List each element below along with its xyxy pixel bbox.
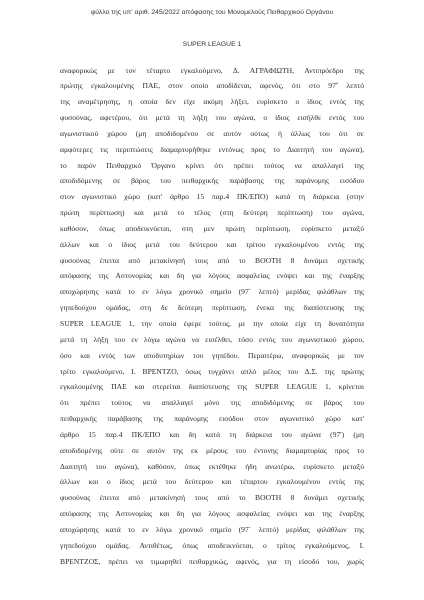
body-line: όσο και εντός των αποδυτηρίων του γηπέδου. Περαιτέρω, αναφορικώς με τον (60, 350, 364, 360)
page-subheader: SUPER LEAGUE 1 (182, 41, 242, 48)
body-line: τρίτο εγκαλούμενο, Ι. ΒΡΕΝΤΖΟ, όσως τυγχάνει απλό μέλος του Δ.Σ. της πρώτης (60, 366, 364, 376)
body-line: άρθρο 15 παρ.4 ΠΚ/ΕΠΟ και δη κατά τη διάρκεια του αγώνα (97') (μη (60, 429, 364, 439)
body-line: στον αγωνιστικό χώρο (κατ' άρθρο 15 παρ.4 ΠΚ/ΕΠΟ) κατά τη διάρκεια (στην (60, 192, 364, 202)
document-body (60, 63, 364, 570)
body-line: φυσούνας έπειτα από μετακίνησή τους από το BOOTH 8 δυνάμει σχετικής (60, 255, 364, 265)
body-line: άλλων και ο ίδιος μετά του δεύτερου και τρίτου εγκαλουμένου εντός της (60, 239, 364, 249)
body-line: φυσούνας έπειτα από μετακίνησή τους από το BOOTH 8 δυνάμει σχετικής (60, 493, 364, 503)
body-line: αναφορικώς με τον τέταρτο εγκαλούμενο, Δ. ΑΓΡΑΦΙΩΤΗ, Αντιπρόεδρο της (60, 65, 364, 75)
body-line: μετά τη λήξη του εν λόγω αγώνα να εισέλθει, τόσο εντός του αγωνιστικού χώρου, (60, 334, 364, 344)
body-line: αποδιδομένης ούτε σε αυτόν της εκ μέρους του έντονης διαμαρτυρίας προς το (60, 445, 364, 455)
body-line: αποχώρησης κατά το εν λόγω χρονικό σημείο (97΄ λεπτό) μερίδας φιλάθλων της (60, 287, 364, 297)
body-line: εγκαλουμένης ΠΑΕ και στερείται διαπίστευσης της SUPER LEAGUE 1, κρίνεται (60, 382, 364, 392)
body-line: αποχώρησης κατά το εν λόγω χρονικό σημείο (97΄ λεπτό) μερίδας φιλάθλων της (60, 524, 364, 534)
body-line: της αναμέτρησης, η οποία δεν είχε ακόμη λήξει, ευρίσκετο ο ίδιος εντός της (60, 97, 364, 107)
body-line: το παρόν Πειθαρχικό Όργανο κρίνει ότι πρέπει τούτος να απαλλαγεί της (60, 160, 364, 170)
body-line: απόφασης της Αστυνομίας και δη για λόγους ασφαλείας ενόψει και της έναρξης (60, 509, 364, 519)
body-line: γηπεδούχου ομάδας. Αντιθέτως, όπως αποδεικνύεται, ο τρίτος εγκαλούμενος, Ι. (60, 540, 364, 550)
body-line: αμφότερες τις περιπτώσεις διαμαρτυρήθηκε εντόνως προς το Διαιτητή του αγώνα), (60, 144, 364, 154)
body-line: ότι πρέπει τούτος να απαλλαγεί μόνο της αποδιδόμενης σε βάρος του (60, 398, 364, 408)
body-line: άλλων και ο ίδιος μετά του δεύτερου και τέταρτου εγκαλουμένου εντός της (60, 477, 364, 487)
body-line (60, 78, 364, 94)
body-line-tail: λεπτό (338, 81, 364, 91)
body-line: πρώτη περίπτωση) και μετά το τέλος (στη δεύτερη περίπτωση) του αγώνα, (60, 208, 364, 218)
ordinal-superscript: ο (335, 80, 339, 86)
body-line: SUPER LEAGUE 1, την οποία έφερε τούτος, με την οποία είχε τη δυνατότητα (60, 319, 364, 328)
body-line: ΒΡΕΝΤΖΟΣ, πρέπει να τιμωρηθεί πειθαρχικώς, αφενός, για τη είσοδό του, χωρίς (60, 556, 364, 566)
body-line: πειθαρχικής παράβασης της παράνομης εισόδου στον αγωνιστικό χώρο κατ' (60, 414, 364, 424)
body-line: αγωνιστικού χώρου (μη αποδιδομένου σε αυτόν ούτως ή άλλως του ότι σε (60, 128, 364, 138)
body-line-text: πρώτης εγκαλουμένης ΠΑΕ, στον οποίο αποδίδεται, αφενός, ότι στο 97 (60, 81, 336, 91)
page-header: φύλλο της υπ' αριθ. 245/2022 απόφασης του Μονομελούς Πειθαρχικού Οργάνου (90, 9, 334, 16)
body-line: Διαιτητή του αγώνα), καθόσον, όπως εκτέθηκε ήδη ανωτέρω, ευρίσκετο μεταξύ (60, 461, 364, 471)
body-line: αποδιδόμενης σε βάρος του πειθαρχικής παράβασης της παράνομης εισόδου (60, 176, 364, 186)
body-line: φυσούνας, αφετέρου, ότι μετά τη λήξη του αγώνα, ο ίδιος εισήλθε εντός του (60, 113, 364, 123)
body-line: γηπεδούχου ομάδας, στη δε δεύτερη περίπτωση, ένεκα της διαπίστευσης της (60, 303, 364, 313)
body-line: καθόσον, όπως αποδεικνύεται, στη μεν πρώτη περίπτωση, ευρίσκετο μεταξύ (60, 223, 364, 233)
body-line: απόφασης της Αστυνομίας και δη για λόγους ασφαλείας ενόψει και της έναρξης (60, 271, 364, 281)
